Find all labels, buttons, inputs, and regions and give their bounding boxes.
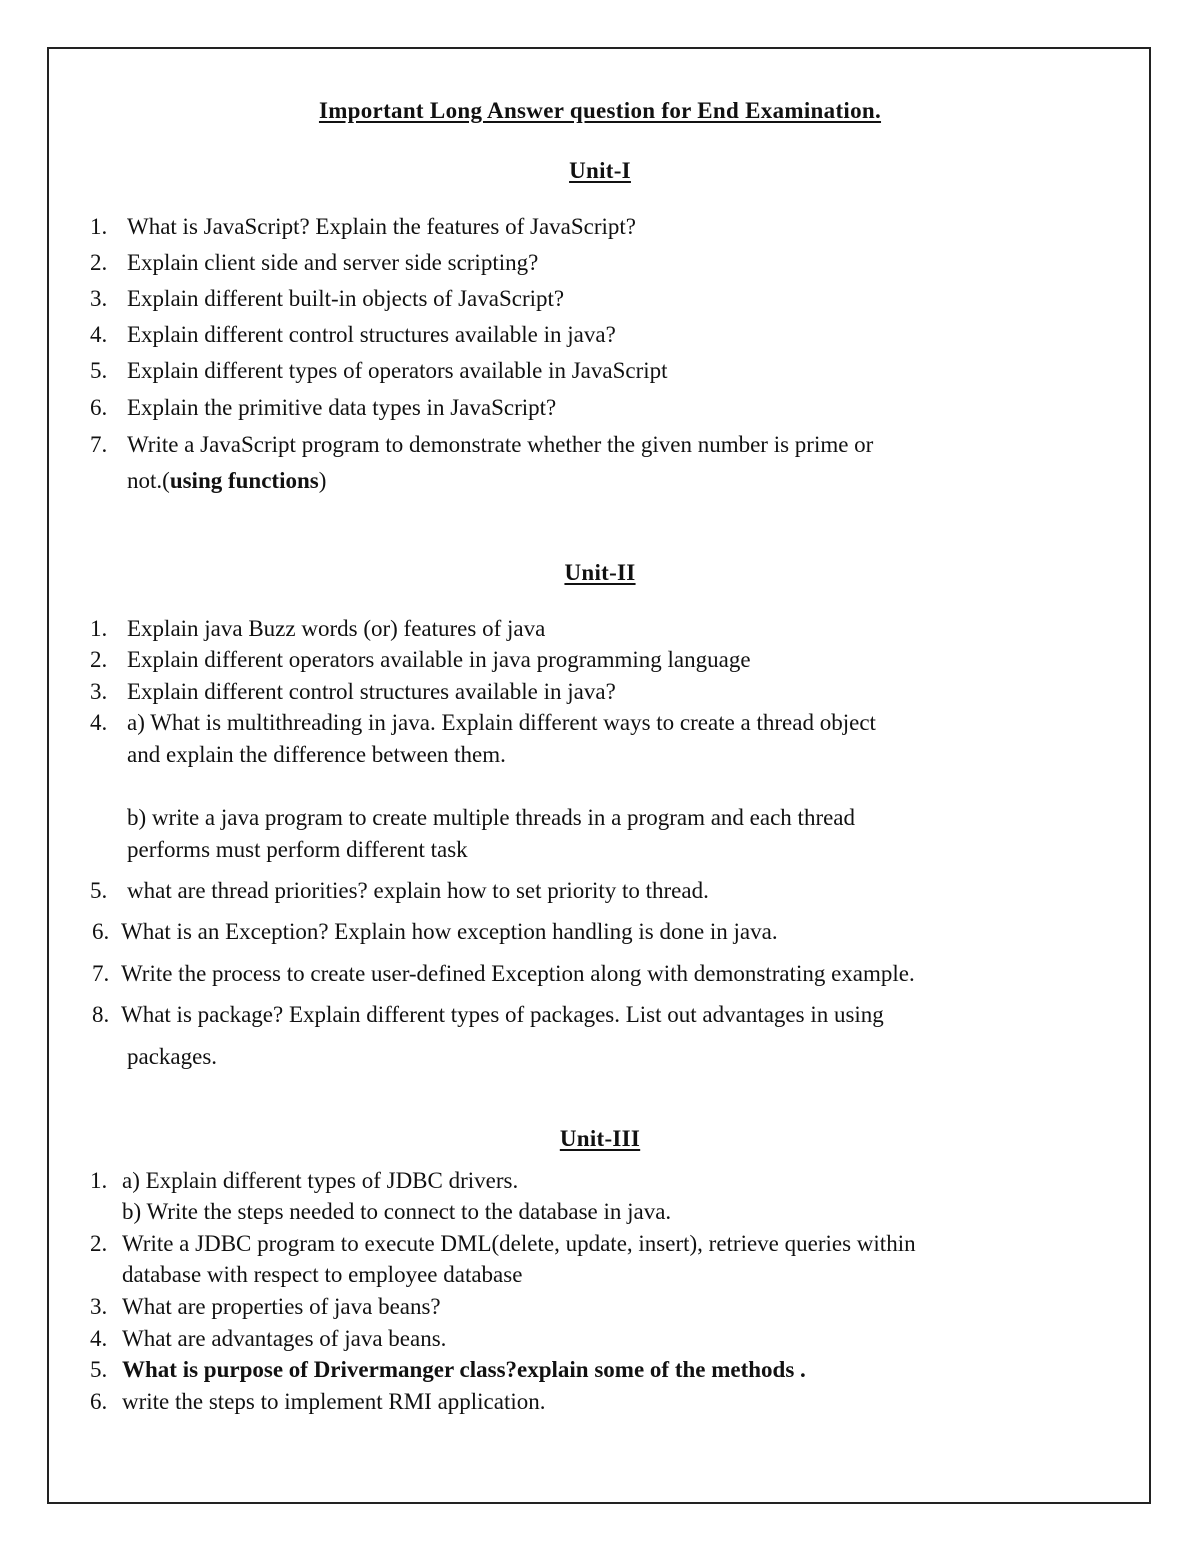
- item-text: What is package? Explain different types of packages. List out advantages in using: [121, 1002, 884, 1027]
- item-number: 5.: [90, 1357, 108, 1382]
- list-item: [90, 1168, 518, 1194]
- item-text: Explain different control structures available in java?: [127, 322, 616, 347]
- item-number: 1.: [90, 214, 108, 239]
- item-text: b) write a java program to create multiple threads in a program and each thread: [127, 805, 856, 830]
- item-text: Write a JavaScript program to demonstrate whether the given number is prime or: [127, 432, 874, 457]
- list-item: [90, 1231, 916, 1257]
- item-text-bold: What is purpose of Drivermanger class?explain some of the methods .: [122, 1357, 806, 1382]
- item-number: 6.: [90, 395, 108, 420]
- item-number: 2.: [90, 647, 108, 672]
- unit-heading-2: Unit-II: [564, 560, 636, 585]
- item-number: 4.: [90, 322, 108, 347]
- item-text: and explain the difference between them.: [127, 742, 506, 767]
- list-item: [90, 322, 616, 348]
- item-text: what are thread priorities? explain how to set priority to thread.: [127, 878, 709, 903]
- item-number: 7.: [90, 432, 108, 457]
- item-number: 3.: [90, 1294, 108, 1319]
- item-number: 6.: [92, 919, 110, 944]
- list-item: [90, 710, 876, 736]
- item-text: Write a JDBC program to execute DML(delete, update, insert), retrieve queries within: [122, 1231, 916, 1256]
- list-item-continuation: [127, 468, 326, 494]
- list-item-continuation: [127, 1044, 217, 1070]
- list-item: [90, 395, 556, 421]
- list-item: [92, 961, 915, 987]
- item-text: What are properties of java beans?: [122, 1294, 441, 1319]
- list-item: [90, 878, 709, 904]
- item-text: not.(: [127, 468, 170, 493]
- list-item: [90, 616, 545, 642]
- list-item: [90, 358, 668, 384]
- item-number: 8.: [92, 1002, 110, 1027]
- item-text: What is an Exception? Explain how exception handling is done in java.: [121, 919, 778, 944]
- item-text: ): [318, 468, 327, 493]
- item-number: 6.: [90, 1389, 108, 1414]
- item-text: b) Write the steps needed to connect to the database in java.: [122, 1199, 672, 1224]
- unit-heading-3: Unit-III: [559, 1126, 641, 1151]
- item-text-bold: using functions: [169, 468, 319, 493]
- item-text: Explain the primitive data types in JavaScript?: [127, 395, 557, 420]
- item-text: Explain java Buzz words (or) features of java: [127, 616, 546, 641]
- item-text: database with respect to employee database: [122, 1262, 523, 1287]
- item-text: a) Explain different types of JDBC drivers.: [122, 1168, 519, 1193]
- list-item: [90, 679, 616, 705]
- item-number: 5.: [90, 358, 108, 383]
- list-item-subpart: [127, 805, 855, 831]
- list-item-continuation: [127, 837, 468, 863]
- list-item: [90, 250, 538, 276]
- item-number: 2.: [90, 1231, 108, 1256]
- item-text: packages.: [127, 1044, 218, 1069]
- list-item-continuation: [122, 1262, 522, 1288]
- item-text: Explain different built-in objects of JavaScript?: [127, 286, 565, 311]
- list-item: [90, 647, 751, 673]
- list-item: [90, 432, 873, 458]
- list-item: [90, 286, 564, 312]
- item-text: Explain different types of operators available in JavaScript: [127, 358, 668, 383]
- item-text: Write the process to create user-defined Exception along with demonstrating example.: [121, 961, 915, 986]
- list-item: [92, 1002, 884, 1028]
- list-item: [90, 1389, 546, 1415]
- list-item: [90, 1294, 441, 1320]
- item-number: 4.: [90, 1326, 108, 1351]
- item-number: 2.: [90, 250, 108, 275]
- item-text: write the steps to implement RMI application.: [122, 1389, 546, 1414]
- item-text: Explain different operators available in java programming language: [127, 647, 751, 672]
- list-item-subpart: [122, 1199, 671, 1225]
- item-text: What is JavaScript? Explain the features of JavaScript?: [127, 214, 637, 239]
- item-text: Explain client side and server side scripting?: [127, 250, 539, 275]
- item-number: 3.: [90, 679, 108, 704]
- item-text: What are advantages of java beans.: [122, 1326, 447, 1351]
- list-item-continuation: [127, 742, 506, 768]
- list-item: [90, 214, 636, 240]
- list-item: [90, 1326, 446, 1352]
- item-number: 5.: [90, 878, 108, 903]
- item-text: performs must perform different task: [127, 837, 468, 862]
- list-item: [92, 919, 778, 945]
- item-text: a) What is multithreading in java. Explain different ways to create a thread object: [127, 710, 876, 735]
- item-number: 4.: [90, 710, 108, 735]
- item-number: 1.: [90, 1168, 108, 1193]
- unit-heading-1: Unit-I: [569, 158, 631, 183]
- item-number: 1.: [90, 616, 108, 641]
- item-number: 7.: [92, 961, 110, 986]
- item-text: Explain different control structures available in java?: [127, 679, 616, 704]
- page-title: Important Long Answer question for End Examination.: [318, 98, 882, 123]
- item-number: 3.: [90, 286, 108, 311]
- list-item: [90, 1357, 806, 1383]
